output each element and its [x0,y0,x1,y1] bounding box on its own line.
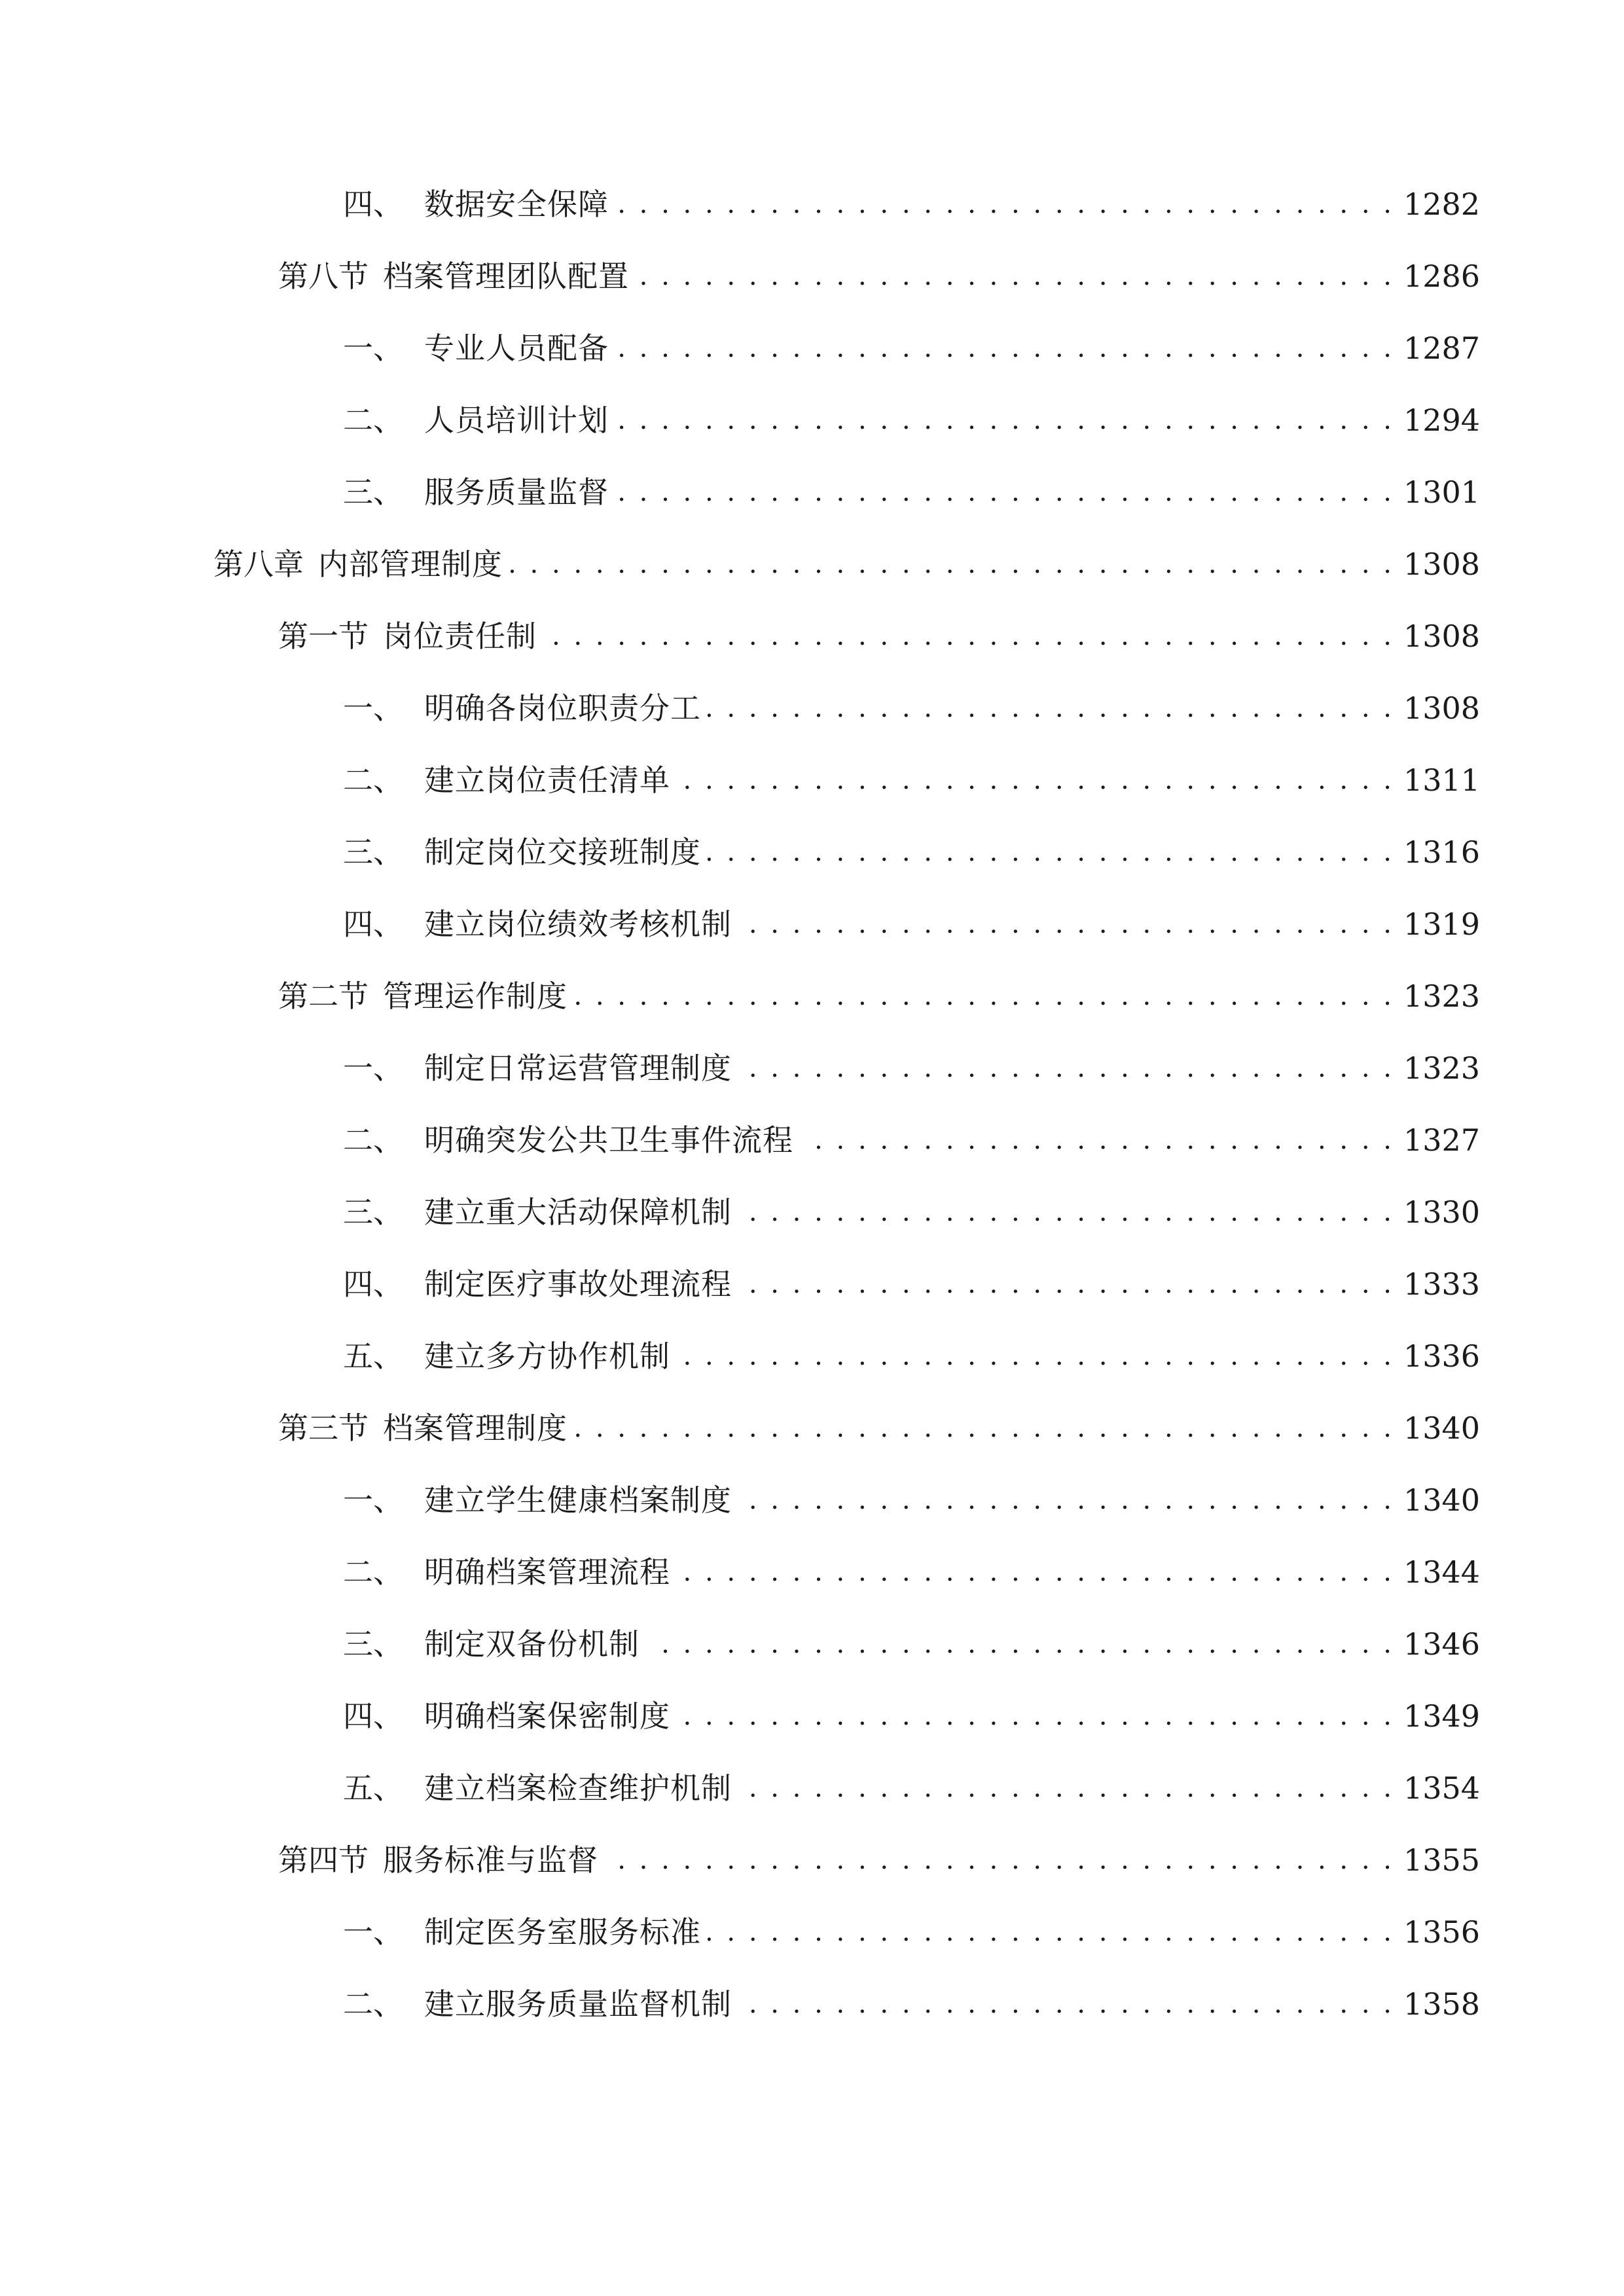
toc-entry-page-number: 1308 [1403,619,1481,654]
dot-leader [677,1698,1394,1734]
toc-entry[interactable] [343,674,1481,726]
toc-entry-number: 五、 [343,1338,403,1374]
toc-entry-title: 管理运作制度 [383,978,568,1014]
toc-entry-title: 制定医疗事故处理流程 [424,1266,732,1302]
toc-entry-title: 制定日常运营管理制度 [424,1050,732,1086]
toc-entry-page-number: 1319 [1403,906,1481,942]
toc-entry-page-number: 1330 [1403,1194,1481,1230]
toc-entry-number: 一、 [343,1914,403,1950]
toc-entry[interactable] [343,314,1481,367]
toc-entry-page-number: 1287 [1403,331,1481,366]
dot-leader [738,1050,1394,1086]
dot-leader [615,474,1394,511]
toc-entry-number: 一、 [343,1050,403,1086]
toc-entry[interactable] [343,818,1481,870]
toc-entry[interactable] [343,1034,1481,1086]
toc-entry[interactable] [343,1250,1481,1302]
toc-entry-page-number: 1346 [1403,1626,1481,1662]
toc-entry-number: 三、 [343,834,403,870]
toc-entry-title: 专业人员配备 [424,331,609,366]
dot-leader [708,834,1394,870]
toc-entry-number: 二、 [343,1122,403,1158]
toc-entry-title: 建立多方协作机制 [424,1338,670,1374]
toc-entry[interactable] [278,962,1481,1014]
dot-leader [636,258,1394,295]
toc-entry-number: 四、 [343,187,403,222]
toc-entry-title: 服务质量监督 [424,475,609,510]
toc-entry[interactable] [278,242,1481,295]
dot-leader [543,618,1394,655]
dot-leader [615,330,1394,367]
toc-entry-number: 第二节 [278,978,369,1014]
toc-entry-number: 四、 [343,1698,403,1734]
dot-leader [646,1626,1394,1662]
dot-leader [677,1554,1394,1590]
toc-entry-number: 二、 [343,403,403,438]
toc-entry-page-number: 1336 [1403,1338,1481,1374]
dot-leader [738,1986,1394,2022]
toc-entry-title: 明确档案管理流程 [424,1554,670,1590]
toc-entry-title: 建立岗位责任清单 [424,762,670,798]
toc-entry-title: 建立档案检查维护机制 [424,1770,732,1806]
toc-entry-number: 一、 [343,331,403,366]
toc-entry[interactable] [343,458,1481,511]
toc-entry-page-number: 1356 [1403,1914,1481,1950]
toc-entry[interactable] [213,530,1481,583]
toc-entry-page-number: 1354 [1403,1770,1481,1806]
toc-entry[interactable] [278,1826,1481,1878]
toc-entry-title: 档案管理制度 [383,1410,568,1446]
toc-entry-title: 制定岗位交接班制度 [424,834,701,870]
toc-entry-number: 三、 [343,475,403,510]
dot-leader [677,762,1394,798]
toc-entry-title: 服务标准与监督 [383,1842,598,1878]
toc-entry[interactable] [343,1322,1481,1374]
toc-entry[interactable] [343,1178,1481,1230]
toc-entry[interactable] [343,1682,1481,1734]
toc-entry-page-number: 1344 [1403,1554,1481,1590]
toc-entry[interactable] [343,746,1481,798]
toc-entry-page-number: 1323 [1403,978,1481,1014]
toc-entry[interactable] [343,1970,1481,2022]
toc-entry[interactable] [343,890,1481,942]
toc-entry[interactable] [343,1754,1481,1806]
dot-leader [574,1410,1394,1446]
toc-entry-number: 第八节 [278,259,369,294]
dot-leader [509,546,1394,583]
dot-leader [738,1482,1394,1518]
toc-entry-title: 岗位责任制 [383,619,537,654]
toc-entry[interactable] [343,1610,1481,1662]
toc-entry[interactable] [278,602,1481,655]
dot-leader [708,690,1394,726]
toc-entry-page-number: 1316 [1403,834,1481,870]
toc-entry-page-number: 1333 [1403,1266,1481,1302]
toc-entry-number: 二、 [343,762,403,798]
toc-entry-title: 明确突发公共卫生事件流程 [424,1122,793,1158]
toc-entry-number: 四、 [343,1266,403,1302]
toc-entry-number: 五、 [343,1770,403,1806]
dot-leader [615,402,1394,439]
toc-entry[interactable] [343,1466,1481,1518]
toc-entry-page-number: 1323 [1403,1050,1481,1086]
toc-entry-number: 第四节 [278,1842,369,1878]
toc-entry-number: 三、 [343,1194,403,1230]
toc-entry-page-number: 1301 [1403,475,1481,510]
toc-entry-page-number: 1282 [1403,187,1481,222]
toc-entry[interactable] [343,1538,1481,1590]
toc-entry-number: 第八章 [213,547,304,582]
dot-leader [738,1770,1394,1806]
dot-leader [605,1842,1394,1878]
dot-leader [677,1338,1394,1374]
toc-entry-title: 制定双备份机制 [424,1626,640,1662]
toc-entry-title: 档案管理团队配置 [383,259,629,294]
toc-entry-title: 人员培训计划 [424,403,609,438]
toc-entry-number: 第三节 [278,1410,369,1446]
toc-entry[interactable] [343,386,1481,439]
toc-entry-page-number: 1327 [1403,1122,1481,1158]
dot-leader [738,906,1394,942]
toc-entry-title: 建立服务质量监督机制 [424,1986,732,2022]
toc-entry-page-number: 1349 [1403,1698,1481,1734]
toc-entry-page-number: 1286 [1403,259,1481,294]
dot-leader [574,978,1394,1014]
toc-entry[interactable] [343,170,1481,223]
dot-leader [738,1194,1394,1230]
toc-entry[interactable] [343,1898,1481,1950]
toc-entry-page-number: 1340 [1403,1482,1481,1518]
toc-entry-number: 三、 [343,1626,403,1662]
toc-entry-title: 建立学生健康档案制度 [424,1482,732,1518]
toc-entry-number: 一、 [343,1482,403,1518]
toc-entry-number: 四、 [343,906,403,942]
toc-entry[interactable] [278,1394,1481,1446]
dot-leader [615,186,1394,223]
toc-entry-title: 内部管理制度 [318,547,503,582]
dot-leader [708,1914,1394,1950]
toc-entry-title: 数据安全保障 [424,187,609,222]
toc-entry-page-number: 1308 [1403,691,1481,726]
toc-entry-page-number: 1358 [1403,1986,1481,2022]
toc-entry-title: 建立重大活动保障机制 [424,1194,732,1230]
toc-entry-page-number: 1355 [1403,1842,1481,1878]
toc-entry-number: 二、 [343,1986,403,2022]
dot-leader [800,1122,1394,1158]
toc-entry-title: 建立岗位绩效考核机制 [424,906,732,942]
toc-entry-page-number: 1340 [1403,1410,1481,1446]
toc-entry[interactable] [343,1106,1481,1158]
toc-entry-number: 第一节 [278,619,369,654]
toc-entry-number: 二、 [343,1554,403,1590]
toc-entry-page-number: 1308 [1403,547,1481,582]
toc-entry-number: 一、 [343,691,403,726]
dot-leader [738,1266,1394,1302]
toc-entry-title: 制定医务室服务标准 [424,1914,701,1950]
toc-entry-page-number: 1311 [1403,762,1481,798]
toc-entry-title: 明确档案保密制度 [424,1698,670,1734]
toc-entry-title: 明确各岗位职责分工 [424,691,701,726]
toc-entry-page-number: 1294 [1403,403,1481,438]
